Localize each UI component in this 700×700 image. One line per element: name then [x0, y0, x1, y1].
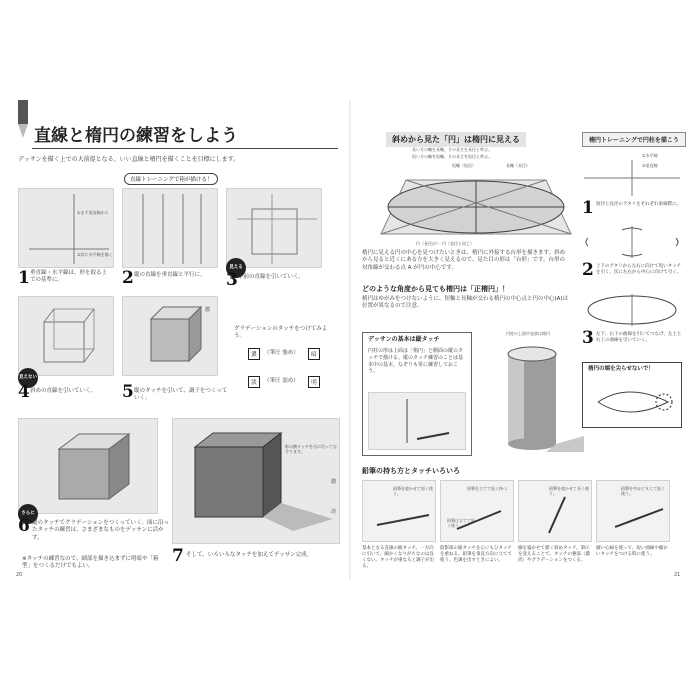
right-page	[356, 100, 688, 580]
step7-caption: そして、いろいろなタッチを加えてデッサン完成。	[186, 552, 313, 558]
ellipse-training-label1: ①水平線	[642, 153, 658, 158]
step7-number: 7	[172, 546, 184, 566]
pencil-photo-3	[518, 480, 592, 542]
step4-badge: 見えない	[18, 368, 38, 388]
section3-heading: 鉛筆の持ち方とタッチいろいろ	[362, 467, 460, 475]
photo2-annotation-b: 鉛筆は立てて短く使う。	[447, 518, 475, 528]
ellipse-label-b: 長軸（長径）	[506, 163, 530, 168]
ellipse-warning-title: 楕円の端を尖らせないで！	[588, 366, 654, 372]
page-title: 直線と楕円の練習をしよう	[34, 126, 238, 146]
touch-box-title: デッサンの基本は縦タッチ	[368, 336, 440, 343]
step7-sketch	[172, 418, 340, 544]
ellipse-label-c: 円（長径が）・円（直径と同じ）	[416, 241, 474, 246]
grad-row2-b: 明	[308, 376, 320, 388]
ellipse-warning-drawing	[588, 380, 678, 424]
photo4-annotation: 鉛筆を中ほど支えて短く使う。	[621, 486, 665, 496]
ellipse-step3-caption: 左下、右下の曲線を引いてつなげ、左上と右上の曲線を引いていく。	[596, 332, 682, 344]
step1-number: 1	[18, 268, 30, 288]
step5-sketch	[122, 296, 218, 376]
step7-light-label: 淡	[331, 509, 337, 515]
step3-caption: 手前の直線を引いていく。	[238, 274, 304, 280]
ellipse-step2-caption: 上下のアタリから左右に向けて短いタッチを引く。次に左右から中心に向けて引く。	[596, 264, 682, 276]
step4-number: 4	[18, 382, 30, 402]
step6-number: 6	[18, 516, 30, 536]
pencil-icon	[14, 100, 32, 140]
pencil-photo-4	[596, 480, 670, 542]
step4-caption: 斜めの直線を引いていく。	[30, 388, 96, 394]
grad-row1-mid: （筆圧 強め）	[264, 350, 299, 356]
intro-text: デッサンを描く上での大前提となる、いい直線と楕円を描くことを目標にします。	[18, 156, 240, 163]
ellipse-step3-number: 3	[582, 328, 594, 348]
ellipse-training-label2: ②垂直線	[642, 163, 658, 168]
ellipse-step1-number: 1	[582, 198, 594, 218]
photo3-annotation: 鉛筆を寝かせて長く使う。	[549, 486, 589, 496]
cylinder-label: 円柱の上面中直部は楕円	[506, 331, 550, 336]
ellipse-step2-number: 2	[582, 260, 594, 280]
step6-badge: さらに	[18, 504, 38, 524]
ellipse-step3-drawing	[582, 292, 682, 328]
pencil-photo-2	[440, 480, 514, 542]
photo2-annotation-a: 鉛筆を立てて短く持つ	[467, 486, 507, 491]
gradation-title: グラデーションのタッチをつけてみよう。	[234, 326, 328, 340]
title-rule	[32, 148, 338, 149]
step6-sketch	[18, 418, 158, 514]
ellipse-note1: 長い方の軸を長軸、その長さを長径と呼ぶ。	[412, 147, 493, 152]
step1-sketch	[18, 188, 114, 268]
ellipse-step1-drawing	[582, 158, 682, 198]
step7-annotation: 影の横タッチを台に沿ってなぞります。	[285, 444, 337, 454]
grad-row2-a: 淡	[248, 376, 260, 388]
right-page-number: 21	[674, 572, 681, 578]
touch-photo	[368, 392, 466, 450]
left-page	[12, 100, 348, 580]
pencil-photo-1	[362, 480, 436, 542]
step5-number: 5	[122, 382, 134, 402]
paragraph1: 楕円に見える円の中心を見つけたいときは、楕円に外接する台形を描きます。斜めから見ると近くにある方を大きく見えるので、見た目の形は「台形」です。台形の対角線が交わる点 A が円の中心です。	[362, 250, 566, 271]
step2-sketch	[122, 188, 218, 268]
step3-badge: 見える	[226, 258, 246, 278]
touch-box-body: 円柱の形は上面は「楕円」と側面の縦のタッチで描ける。縦のタッチ練習のことは基本中の基本。なぞりも常に練習しておこう。	[368, 348, 464, 375]
step2-number: 2	[122, 268, 134, 288]
book-spine	[349, 100, 351, 580]
photo1-annotation: 鉛筆を寝かせて短く使う。	[393, 486, 433, 496]
step3-sketch	[226, 188, 322, 268]
step1-label-b: ②次に水平線を描く	[77, 252, 113, 257]
ellipse-step1-caption: 短径と長径のアタリをそれぞれ垂線際に。	[596, 202, 682, 207]
ellipse-header: 斜めから見た「円」は楕円に見える	[386, 132, 526, 147]
step3-number: 3	[226, 270, 238, 290]
cylinder-drawing	[486, 340, 586, 456]
box-training-pill: 直線トレーニングで箱が描ける！	[124, 173, 218, 185]
photo2-caption: 陰影部の縦タッチを心にもひタッチを重ねる。鉛筆を垂直方向に立てて使う。色調を出すときによい。	[440, 546, 512, 564]
step1-label-a: ①まず垂直線から	[77, 210, 109, 215]
section2-heading: どのような角度から見ても楕円は「正楕円」！	[362, 285, 509, 293]
paragraph2: 楕円はゆがみをつけないように、短軸と長軸が交わる楕円の中心点と円の中心(A)は位置が異なるので注意。	[362, 296, 569, 310]
photo1-caption: 基本となる直線の縦タッチ。一方向に引いて、細かくなりがちなのは良くない。タッチが重なると調子が出る。	[362, 546, 434, 570]
left-page-number: 20	[16, 572, 23, 578]
step5-dark-label: 濃	[205, 307, 211, 313]
grad-row1-a: 濃	[248, 348, 260, 360]
step6-caption: 縦のタッチでグラデーションをつくっていく。面に沿ったタッチの練習は、さまざまなものをデッサンに活かす。	[32, 520, 170, 541]
step1-caption: 垂直線・水平線は、形を取る上での基準に。	[30, 270, 108, 284]
grad-row1-b: 暗	[308, 348, 320, 360]
step6-note: ※タッチの練習なので、細部を描き込まずに明暗や「箱型」をつくるだけでもよい。	[22, 556, 159, 570]
step7-dark-label: 濃	[331, 479, 337, 485]
ellipse-diagram	[376, 172, 576, 242]
step5-caption: 縦のタッチを引いて、調子をつくっていく。	[134, 388, 228, 402]
step4-sketch	[18, 296, 114, 376]
grad-row2-mid: （筆圧 弱め）	[264, 378, 299, 384]
ellipse-training-header: 楕円トレーニングで円柱を描こう	[582, 132, 686, 147]
ellipse-note2: 短い方の軸を短軸、その長さを短径と呼ぶ。	[412, 154, 493, 159]
photo4-caption: 細い心線を使って、短い曲線や細かいタッチをつける時に使う。	[596, 546, 668, 558]
ellipse-step2-drawing	[582, 224, 682, 260]
step2-caption: 縦の直線を垂直線と平行に。	[134, 272, 206, 278]
photo3-caption: 細を寝かせて描く斜めタッチ。筆圧を変えることで、タッチの強弱（濃淡）やグラデーションをつくる。	[518, 546, 590, 564]
ellipse-label-a: 短軸（短径）	[452, 163, 476, 168]
